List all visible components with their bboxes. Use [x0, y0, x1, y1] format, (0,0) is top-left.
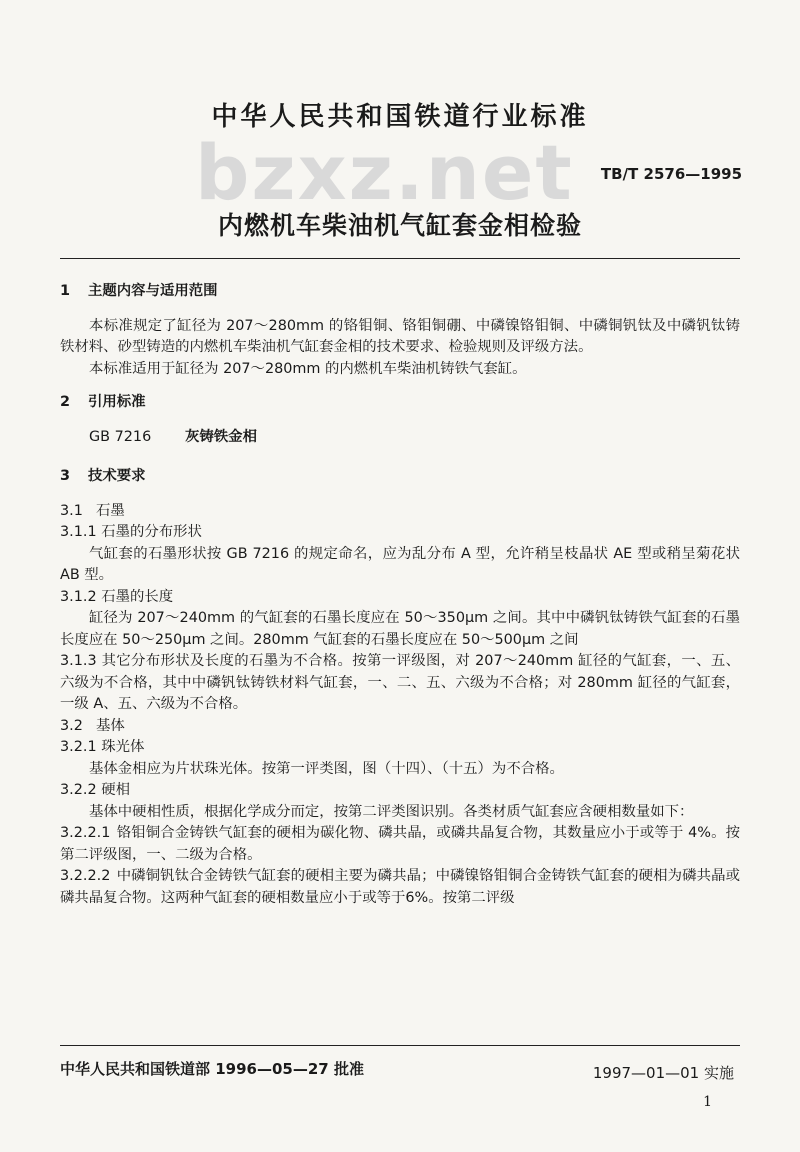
clause-3-1-1-paragraph: 气缸套的石墨形状按 GB 7216 的规定命名，应为乱分布 A 型，允许稍呈枝晶状 AE 型或稍呈菊花状 AB 型。	[60, 545, 740, 583]
watermark-text: bzxz.net	[195, 128, 574, 217]
section-2-heading	[60, 392, 740, 414]
org-title: 中华人民共和国铁道行业标准	[211, 102, 589, 132]
header-divider	[60, 258, 740, 259]
page-number: 1	[703, 1094, 712, 1110]
reference-title: 灰铸铁金相	[185, 428, 257, 445]
section-1-paragraph-2: 本标准适用于缸径为 207～280mm 的内燃机车柴油机铸铁气套缸。	[89, 360, 527, 377]
footer-divider	[60, 1045, 740, 1046]
approval-note: 中华人民共和国铁道部 1996—05—27 批准	[60, 1060, 364, 1078]
section-title: 主题内容与适用范围	[88, 283, 218, 299]
section-title: 技术要求	[88, 468, 146, 484]
clause-3-2-2-heading	[60, 780, 740, 802]
clause-3-1-3	[60, 651, 740, 716]
implementation-date: 1997—01—01 实施	[592, 1064, 734, 1082]
clause-3-2-1-heading	[60, 737, 740, 759]
clause-number: 3.2.2.1	[60, 825, 111, 841]
section-1-heading	[60, 281, 740, 303]
clause-number: 3.1.1	[60, 524, 97, 540]
clause-3-2-heading	[60, 716, 740, 738]
section-title: 引用标准	[88, 394, 146, 410]
clause-number: 3.2.2.2	[60, 868, 111, 884]
clause-title: 基体	[96, 717, 125, 734]
clause-3-1-heading	[60, 501, 740, 523]
clause-text: 其它分布形状及长度的石墨为不合格。按第一评级图，对 207～240mm 缸径的气缸套，一、五、六级为不合格，其中中磷钒钛铸铁材料气缸套，一、二、五、六级为不合格；对 280mm 缸径的气缸套，一级 A、五、六级为不合格。	[60, 653, 741, 712]
clause-title: 石墨	[96, 502, 125, 519]
clause-3-2-2-paragraph: 基体中硬相性质，根据化学成分而定，按第二评类图识别。各类材质气缸套应含硬相数量如下：	[89, 803, 694, 820]
clause-3-2-1-paragraph: 基体金相应为片状珠光体。按第一评类图，图（十四）、（十五）为不合格。	[89, 760, 564, 777]
clause-3-1-2-paragraph: 缸径为 207～240mm 的气缸套的石墨长度应在 50～350μm 之间。其中中磷钒钛铸铁气缸套的石墨长度应在 50～250μm 之间。280mm 气缸套的石墨长度应在 50～500μm 之间	[60, 610, 740, 648]
clause-title: 珠光体	[101, 739, 145, 755]
section-1-paragraph-1: 本标准规定了缸径为 207～280mm 的铬钼铜、铬钼铜硼、中磷镍铬钼铜、中磷铜钒钛及中磷钒钛铸铁材料、砂型铸造的内燃机车柴油机气缸套金相的技术要求、检验规则及评级方法。	[60, 317, 740, 355]
clause-number: 3.1	[60, 502, 83, 519]
section-3-heading	[60, 466, 740, 488]
clause-number: 3.1.3	[60, 653, 97, 669]
clause-3-1-2-heading	[60, 587, 740, 609]
document-title: 内燃机车柴油机气缸套金相检验	[217, 211, 582, 240]
clause-title: 石墨的长度	[101, 588, 174, 605]
clause-3-1-1-heading	[60, 522, 740, 544]
clause-number: 3.2.2	[60, 782, 97, 798]
clause-3-2-2-1	[60, 823, 740, 866]
section-number: 3	[60, 468, 71, 484]
clause-number: 3.1.2	[60, 588, 97, 605]
clause-text: 铬钼铜合金铸铁气缸套的硬相为碳化物、磷共晶，或磷共晶复合物，其数量应小于或等于 4%。按第二评级图，一、二级为合格。	[60, 825, 740, 863]
standard-number: TB/T 2576—1995	[600, 165, 742, 183]
section-number: 2	[60, 394, 71, 410]
clause-number: 3.2.1	[60, 739, 97, 755]
clause-title: 石墨的分布形状	[101, 524, 202, 540]
clause-number: 3.2	[60, 717, 83, 734]
reference-entry	[89, 427, 740, 449]
clause-title: 硬相	[101, 782, 130, 798]
section-number: 1	[60, 283, 71, 299]
clause-3-2-2-2	[60, 866, 740, 909]
document-body	[60, 281, 740, 909]
clause-text: 中磷铜钒钛合金铸铁气缸套的硬相主要为磷共晶；中磷镍铬钼铜合金铸铁气缸套的硬相为磷共晶或磷共晶复合物。这两种气缸套的硬相数量应小于或等于6%。按第二评级	[60, 868, 740, 906]
reference-code: GB 7216	[89, 428, 152, 445]
